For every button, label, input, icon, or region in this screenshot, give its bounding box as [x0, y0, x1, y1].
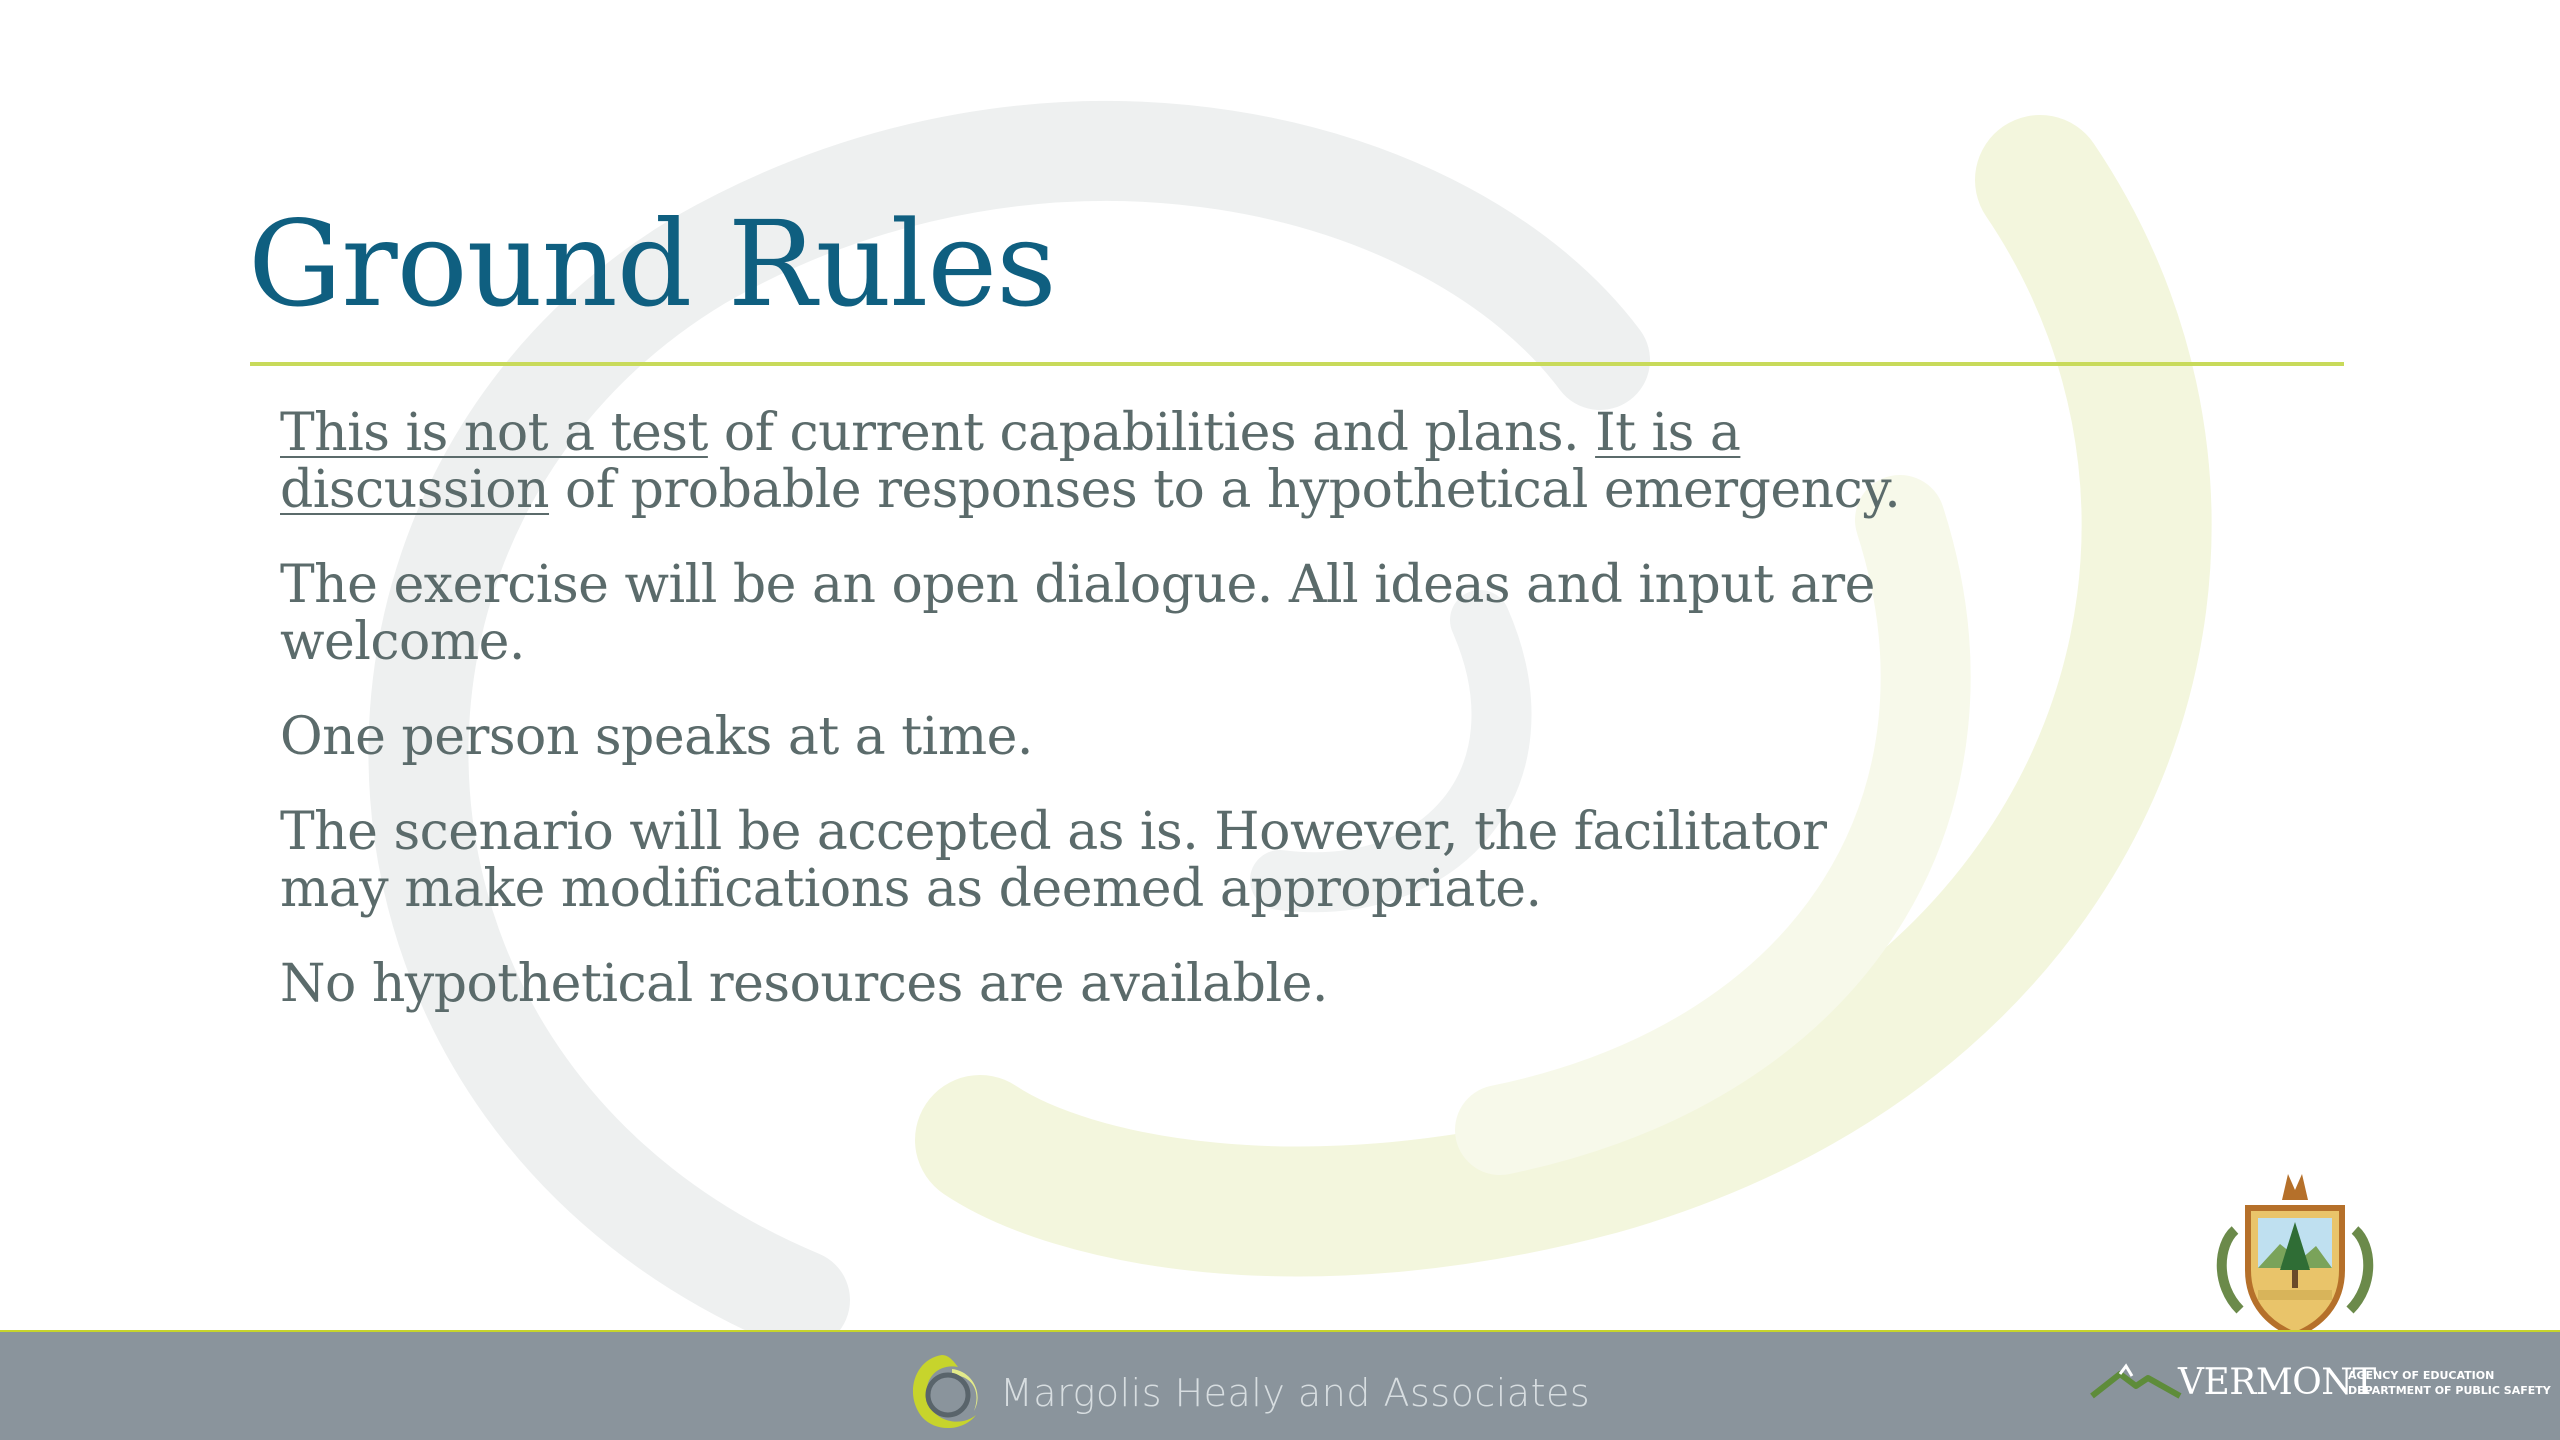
- slide-title: Ground Rules: [248, 195, 1056, 333]
- ground-rule-5: [280, 956, 1920, 1013]
- rule-text: One person speaks at a time.: [280, 707, 1033, 767]
- vermont-wordmark: VERMONT: [2178, 1362, 2376, 1403]
- emphasis-underline: It is a discussion: [280, 403, 1741, 520]
- emphasis-underline: This is not a test: [280, 403, 708, 463]
- rule-text: The exercise will be an open dialogue. All ideas and input are welcome.: [280, 555, 1875, 672]
- ground-rule-3: [280, 709, 1920, 766]
- public-safety-label: DEPARTMENT OF PUBLIC SAFETY: [2348, 1384, 2551, 1397]
- vermont-coat-of-arms-icon: [2210, 1160, 2380, 1350]
- rule-text: The scenario will be accepted as is. However, the facilitator may make modifications as deemed appropriate.: [280, 802, 1827, 919]
- ground-rule-4: [280, 804, 1920, 918]
- mha-brand-name: Margolis Healy and Associates: [1000, 1371, 1591, 1415]
- agency-of-education-label: AGENCY OF EDUCATION: [2348, 1369, 2495, 1382]
- vermont-agency-subtitle: [2348, 1368, 2551, 1398]
- rule-text: No hypothetical resources are available.: [280, 954, 1328, 1014]
- crescent-swirl-icon: [900, 1345, 990, 1437]
- ground-rules-list: [280, 405, 1920, 1051]
- mountain-line-icon: [2090, 1362, 2182, 1400]
- ground-rule-2: [280, 557, 1920, 671]
- rule-text: of probable responses to a hypothetical emergency.: [549, 460, 1901, 520]
- rule-text: of current capabilities and plans.: [707, 403, 1596, 463]
- title-divider: [250, 362, 2344, 366]
- ground-rule-1: [280, 405, 1920, 519]
